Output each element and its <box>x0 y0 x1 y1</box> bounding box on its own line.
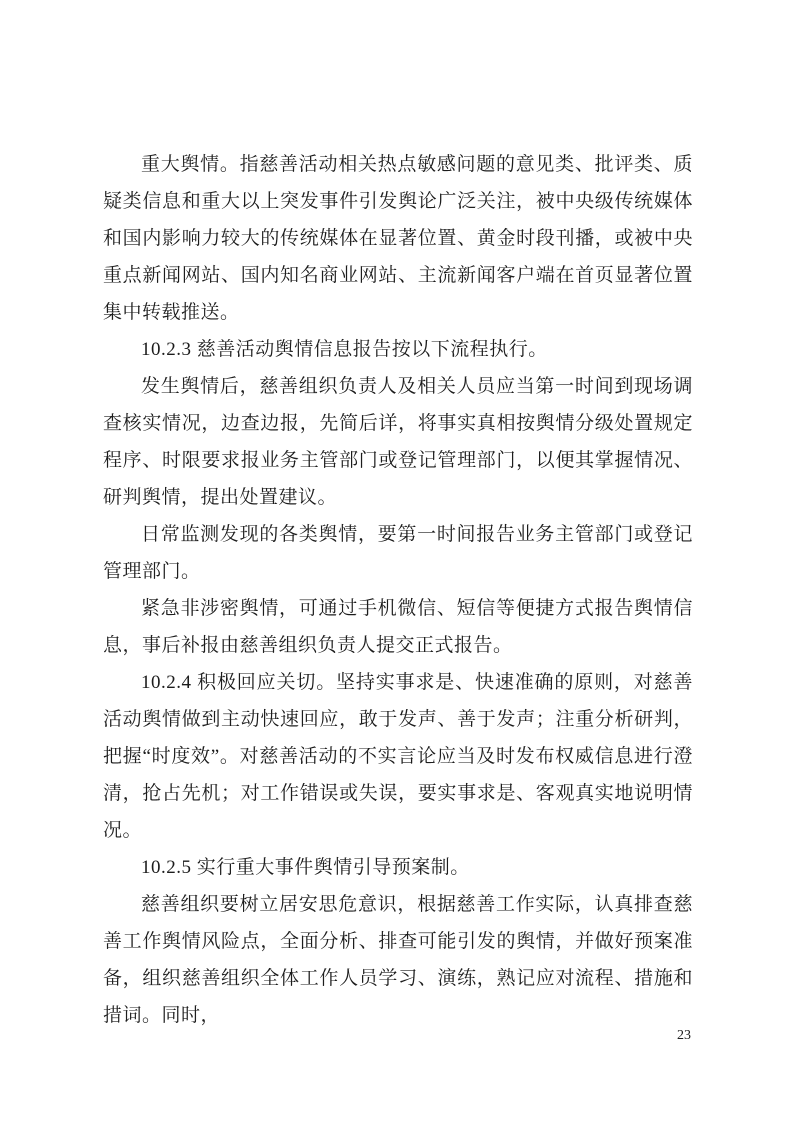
section-10-2-4-respond-to-concerns: 10.2.4 积极回应关切。坚持实事求是、快速准确的原则，对慈善活动舆情做到主动快速回应，敢于发声、善于发声；注重分析研判，把握“时度效”。对慈善活动的不实言论应当及时发布权威信息进行澄清，抢占先机；对工作错误或失误，要实事求是、客观真实地说明情况。 <box>103 672 693 841</box>
page-body <box>103 146 693 1034</box>
paragraph-risk-screening-and-drills: 慈善组织要树立居安思危意识，根据慈善工作实际，认真排查慈善工作舆情风险点，全面分析、排查可能引发的舆情，并做好预案准备，组织慈善组织全体工作人员学习、演练，熟记应对流程、措施和措词。同时， <box>103 894 693 1026</box>
paragraph-major-public-opinion-definition: 重大舆情。指慈善活动相关热点敏感问题的意见类、批评类、质疑类信息和重大以上突发事件引发舆论广泛关注，被中央级传统媒体和国内影响力较大的传统媒体在显著位置、黄金时段刊播，或被中央重点新闻网站、国内知名商业网站、主流新闻客户端在首页显著位置集中转载推送。 <box>103 154 693 323</box>
section-heading-10-2-3: 10.2.3 慈善活动舆情信息报告按以下流程执行。 <box>141 339 548 360</box>
paragraph-incident-reporting-flow: 发生舆情后，慈善组织负责人及相关人员应当第一时间到现场调查核实情况，边查边报，先简后详，将事实真相按舆情分级处置规定程序、时限要求报业务主管部门或登记管理部门，以便其掌握情况、研判舆情，提出处置建议。 <box>103 376 693 508</box>
paragraph-urgent-nonclassified-reporting: 紧急非涉密舆情，可通过手机微信、短信等便捷方式报告舆情信息，事后补报由慈善组织负责人提交正式报告。 <box>103 598 693 656</box>
page-number: 23 <box>677 1028 691 1043</box>
paragraph-daily-monitoring-reporting: 日常监测发现的各类舆情，要第一时间报告业务主管部门或登记管理部门。 <box>103 524 693 582</box>
section-heading-10-2-5: 10.2.5 实行重大事件舆情引导预案制。 <box>141 857 470 878</box>
